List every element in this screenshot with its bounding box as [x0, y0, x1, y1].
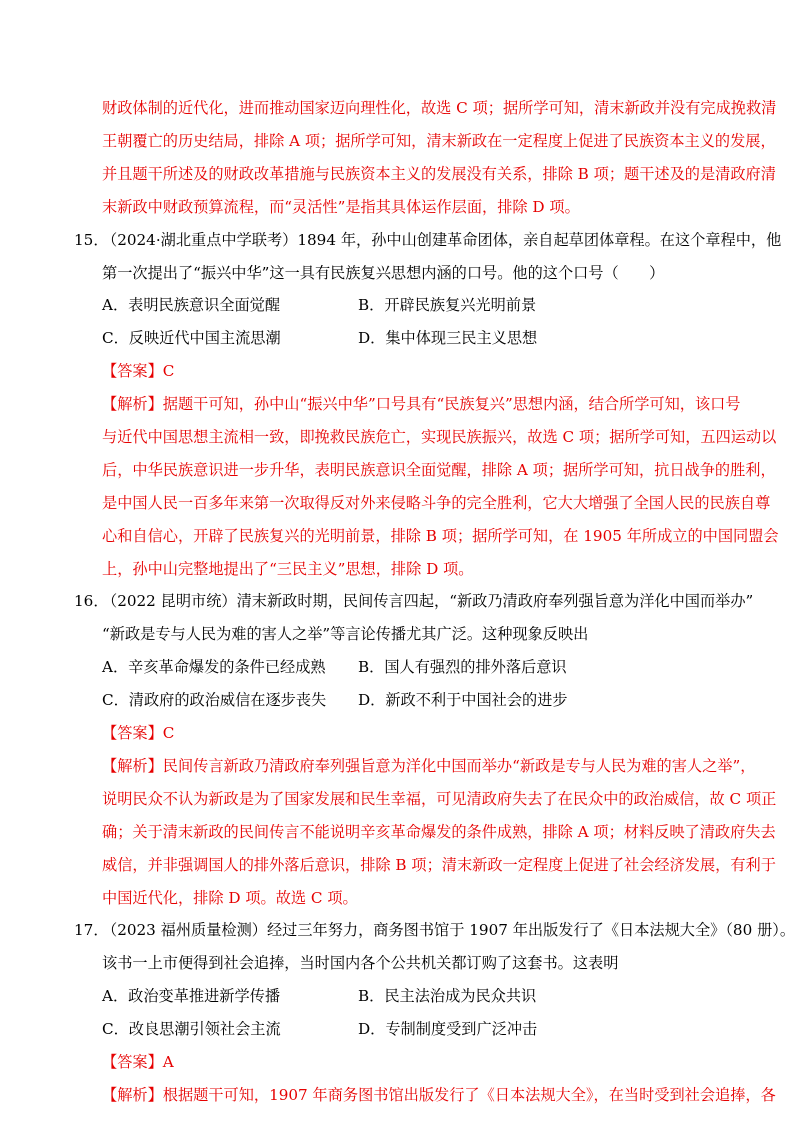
top-explanation-line-4: 末新政中财政预算流程，而“灵活性”是指其具体运作层面，排除 D 项。 [102, 198, 580, 216]
question-17-option-a: A．政治变革推进新学传播 [102, 987, 281, 1005]
question-17-option-c: C．改良思潮引领社会主流 [102, 1020, 281, 1038]
question-16-stem-line-2: “新政是专与人民为难的害人之举”等言论传播尤其广泛。这种现象反映出 [102, 625, 589, 643]
question-15-analysis-line-6: 上，孙中山完整地提出了“三民主义”思想，排除 D 项。 [102, 560, 474, 578]
question-15-answer: 【答案】C [102, 362, 175, 380]
question-15-analysis-line-4: 是中国人民一百多年来第一次取得反对外来侵略斗争的完全胜利，它大大增强了全国人民的民族自尊 [102, 494, 771, 512]
top-explanation-line-3: 并且题干所述及的财政改革措施与民族资本主义的发展没有关系，排除 B 项；题干述及的是清政府清 [102, 165, 776, 183]
question-15-analysis-line-5: 心和自信心，开辟了民族复兴的光明前景，排除 B 项；据所学可知，在 1905 年所成立的中国同盟会 [102, 527, 779, 545]
question-17-option-b: B．民主法治成为民众共识 [358, 987, 537, 1005]
question-16-analysis-line-5: 中国近代化，排除 D 项。故选 C 项。 [102, 889, 358, 907]
question-17-stem-line-2: 该书一上市便得到社会追捧，当时国内各个公共机关都订购了这套书。这表明 [102, 954, 619, 972]
question-15-analysis-line-3: 后，中华民族意识进一步升华，表明民族意识全面觉醒，排除 A 项；据所学可知，抗日战争的胜利， [102, 461, 776, 479]
question-17-analysis-line-1: 【解析】根据题干可知，1907 年商务图书馆出版发行了《日本法规大全》，在当时受到社会追捧，各 [102, 1086, 776, 1104]
question-16-analysis-line-2: 说明民众不认为新政是为了国家发展和民生幸福，可见清政府失去了在民众中的政治威信，故 C 项正 [102, 790, 777, 808]
question-17-option-d: D．专制制度受到广泛冲击 [358, 1020, 538, 1038]
question-15-stem-line-2: 第一次提出了“振兴中华”这一具有民族复兴思想内涵的口号。他的这个口号（ ） [102, 264, 665, 282]
top-explanation-line-1: 财政体制的近代化，进而推动国家迈向理性化，故选 C 项；据所学可知，清末新政并没有完成挽救清 [102, 99, 777, 117]
question-16-answer: 【答案】C [102, 724, 175, 742]
question-16-analysis-line-3: 确；关于清末新政的民间传言不能说明辛亥革命爆发的条件成熟，排除 A 项；材料反映了清政府失去 [102, 823, 776, 841]
question-15-stem-line-1: （2024·湖北重点中学联考）1894 年，孙中山创建革命团体，亲自起草团体章程。在这个章程中，他 [102, 231, 782, 249]
question-16-analysis-line-1: 【解析】民间传言新政乃清政府奉列强旨意为洋化中国而举办“新政是专与人民为难的害人之举”， [102, 757, 756, 775]
question-15-option-b: B．开辟民族复兴光明前景 [358, 296, 537, 314]
question-15-analysis-line-2: 与近代中国思想主流相一致，即挽救民族危亡，实现民族振兴，故选 C 项；据所学可知，五四运动以 [102, 428, 777, 446]
question-16-number: 16． [74, 592, 109, 610]
question-15-option-a: A．表明民族意识全面觉醒 [102, 296, 281, 314]
question-16-option-c: C．清政府的政治威信在逐步丧失 [102, 691, 327, 709]
question-17-answer: 【答案】A [102, 1053, 174, 1071]
question-15-analysis-line-1: 【解析】据题干可知，孙中山“振兴中华”口号具有“民族复兴”思想内涵，结合所学可知，该口号 [102, 395, 741, 413]
question-16-option-b: B．国人有强烈的排外落后意识 [358, 658, 567, 676]
question-15-option-c: C．反映近代中国主流思潮 [102, 329, 281, 347]
top-explanation-line-2: 王朝覆亡的历史结局，排除 A 项；据所学可知，清末新政在一定程度上促进了民族资本主义的发展， [102, 132, 776, 150]
question-16-option-a: A．辛亥革命爆发的条件已经成熟 [102, 658, 326, 676]
question-17-number: 17． [74, 921, 109, 939]
question-15-number: 15． [74, 231, 109, 249]
question-17-stem-line-1: （2023 福州质量检测）经过三年努力，商务图书馆于 1907 年出版发行了《日本法规大全》（80 册）。 [102, 921, 796, 939]
question-16-analysis-line-4: 威信，并非强调国人的排外落后意识，排除 B 项；清末新政一定程度上促进了社会经济发展，有利于 [102, 856, 776, 874]
question-16-option-d: D．新政不利于中国社会的进步 [358, 691, 568, 709]
question-15-option-d: D．集中体现三民主义思想 [358, 329, 538, 347]
question-16-stem-line-1: （2022 昆明市统）清末新政时期，民间传言四起，“新政乃清政府奉列强旨意为洋化中国而举办” [102, 592, 754, 610]
